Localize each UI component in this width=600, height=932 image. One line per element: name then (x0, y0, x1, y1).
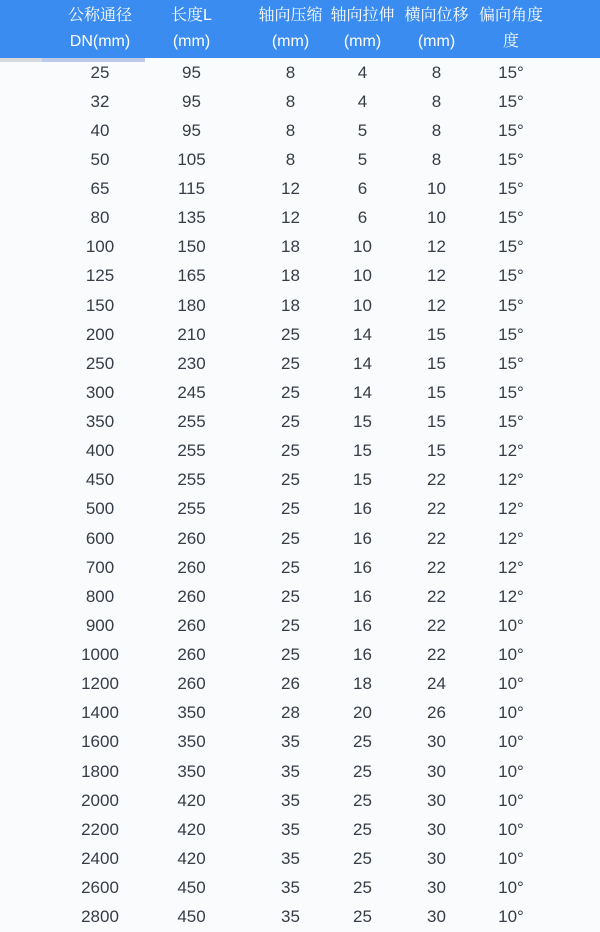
table-cell: 12° (498, 441, 524, 461)
table-cell: 18 (281, 266, 300, 286)
header-line1: 公称通径 (67, 7, 132, 24)
table-cell: 65 (90, 179, 110, 199)
table-cell: 22 (427, 557, 446, 577)
table-cell: 6 (357, 208, 368, 228)
header-cell-axial-compression (239, 0, 326, 58)
table-cell: 15 (427, 412, 446, 432)
table-cell: 255 (177, 499, 206, 519)
table-cell: 10 (353, 295, 372, 315)
table-cell: 14 (353, 353, 372, 373)
table-cell: 35 (281, 732, 300, 752)
table-cell: 30 (427, 819, 446, 839)
table-cell: 12° (498, 586, 524, 606)
table-cell: 8 (431, 91, 442, 111)
table-cell: 8 (431, 149, 442, 169)
table-cell: 350 (177, 703, 206, 723)
table-cell: 16 (353, 557, 372, 577)
table-cell: 10 (353, 266, 372, 286)
table-cell: 180 (177, 295, 206, 315)
table-cell: 25 (281, 645, 300, 665)
table-cell: 25 (353, 761, 372, 781)
table-cell: 2600 (81, 878, 119, 898)
table-cell: 135 (177, 208, 206, 228)
table-cell: 15° (498, 62, 524, 82)
table-cell: 1000 (81, 645, 119, 665)
table-cell: 800 (85, 586, 115, 606)
table-row (0, 262, 600, 291)
table-cell: 8 (431, 120, 442, 140)
table-cell: 210 (177, 324, 206, 344)
table-cell: 35 (281, 848, 300, 868)
table-cell: 105 (177, 149, 206, 169)
header-line1: 横向位移 (404, 7, 469, 24)
table-cell: 350 (85, 412, 115, 432)
table-row (0, 466, 600, 495)
table-cell: 2200 (81, 819, 119, 839)
table-cell: 6 (357, 179, 368, 199)
table-cell: 35 (281, 790, 300, 810)
table-row (0, 874, 600, 903)
table-cell: 420 (177, 819, 206, 839)
table-cell: 15 (427, 441, 446, 461)
table-cell: 10° (498, 645, 524, 665)
table-cell: 35 (281, 761, 300, 781)
table-cell: 25 (353, 907, 372, 927)
table-cell: 15 (427, 324, 446, 344)
table-cell: 32 (90, 91, 110, 111)
table-cell: 14 (353, 382, 372, 402)
table-cell: 25 (281, 353, 300, 373)
table-cell: 30 (427, 732, 446, 752)
table-cell: 1400 (81, 703, 119, 723)
table-cell: 15 (353, 470, 372, 490)
table-cell: 10° (498, 761, 524, 781)
table-cell: 10° (498, 819, 524, 839)
table-cell: 18 (281, 237, 300, 257)
table-cell: 250 (85, 353, 115, 373)
table-cell: 350 (177, 732, 206, 752)
table-cell: 4 (357, 62, 368, 82)
table-cell: 260 (177, 528, 206, 548)
table-cell: 12° (498, 528, 524, 548)
table-cell: 165 (177, 266, 206, 286)
table-row (0, 204, 600, 233)
header-cell-lateral-displacement (399, 0, 474, 58)
table-row (0, 611, 600, 640)
table-row (0, 670, 600, 699)
table-cell: 200 (85, 324, 115, 344)
table-cell: 24 (427, 674, 446, 694)
table-cell: 95 (182, 62, 201, 82)
table-cell: 26 (427, 703, 446, 723)
table-cell: 100 (85, 237, 115, 257)
table-cell: 15 (353, 412, 372, 432)
table-cell: 5 (357, 149, 368, 169)
table-cell: 500 (85, 499, 115, 519)
table-cell: 22 (427, 615, 446, 635)
table-cell: 95 (182, 120, 201, 140)
table-cell: 35 (281, 907, 300, 927)
table-cell: 50 (90, 149, 110, 169)
header-cell-dn (0, 0, 144, 58)
table-cell: 16 (353, 586, 372, 606)
table-cell: 20 (353, 703, 372, 723)
table-row (0, 699, 600, 728)
table-cell: 26 (281, 674, 300, 694)
table-header (0, 0, 600, 58)
table-cell: 12 (281, 208, 300, 228)
header-line1: 轴向压缩 (258, 7, 323, 24)
table-cell: 15° (498, 266, 524, 286)
table-row (0, 408, 600, 437)
horizontal-scrollbar-thumb[interactable] (42, 58, 145, 62)
table-cell: 10° (498, 674, 524, 694)
table-row (0, 58, 600, 87)
table-cell: 25 (90, 62, 110, 82)
table-cell: 16 (353, 499, 372, 519)
table-cell: 15° (498, 149, 524, 169)
table-row (0, 175, 600, 204)
header-line1: 偏向角度 (478, 7, 543, 24)
table-cell: 2400 (81, 848, 119, 868)
table-cell: 10° (498, 703, 524, 723)
table-cell: 230 (177, 353, 206, 373)
table-cell: 700 (85, 557, 115, 577)
header-line2: DN(mm) (69, 33, 131, 50)
table-cell: 1800 (81, 761, 119, 781)
table-row (0, 145, 600, 174)
table-cell: 10° (498, 878, 524, 898)
table-cell: 35 (281, 819, 300, 839)
table-cell: 15° (498, 237, 524, 257)
header-row (0, 0, 600, 58)
table-cell: 255 (177, 412, 206, 432)
table-row (0, 815, 600, 844)
table-cell: 12° (498, 557, 524, 577)
table-cell: 260 (177, 557, 206, 577)
table-cell: 2800 (81, 907, 119, 927)
table-cell: 15° (498, 295, 524, 315)
table-cell: 30 (427, 878, 446, 898)
table-cell: 5 (357, 120, 368, 140)
table-cell: 125 (85, 266, 115, 286)
table-cell: 15° (498, 120, 524, 140)
header-line2: (mm) (271, 33, 310, 50)
table-cell: 25 (353, 848, 372, 868)
table-cell: 350 (177, 761, 206, 781)
table-cell: 15 (427, 382, 446, 402)
table-cell: 15° (498, 324, 524, 344)
table-row (0, 495, 600, 524)
table-cell: 245 (177, 382, 206, 402)
table-cell: 450 (177, 878, 206, 898)
table-cell: 14 (353, 324, 372, 344)
table-cell: 15° (498, 353, 524, 373)
table-cell: 80 (90, 208, 110, 228)
table-cell: 12° (498, 499, 524, 519)
table-cell: 420 (177, 848, 206, 868)
table-cell: 22 (427, 528, 446, 548)
table-cell: 25 (353, 878, 372, 898)
table-cell: 8 (285, 149, 296, 169)
header-line2: (mm) (343, 33, 382, 50)
table-cell: 25 (281, 382, 300, 402)
table-cell: 22 (427, 499, 446, 519)
table-row (0, 378, 600, 407)
table-row (0, 903, 600, 932)
table-cell: 400 (85, 441, 115, 461)
table-cell: 15° (498, 412, 524, 432)
table-cell: 25 (281, 615, 300, 635)
table-cell: 12° (498, 470, 524, 490)
table-row (0, 320, 600, 349)
table-cell: 30 (427, 848, 446, 868)
table-cell: 16 (353, 615, 372, 635)
table-row (0, 437, 600, 466)
table-row (0, 757, 600, 786)
horizontal-scrollbar-track (0, 58, 42, 62)
table-cell: 255 (177, 441, 206, 461)
table-cell: 25 (281, 412, 300, 432)
table-cell: 25 (281, 470, 300, 490)
table-cell: 15 (427, 353, 446, 373)
table-cell: 1200 (81, 674, 119, 694)
table-cell: 10° (498, 790, 524, 810)
table-row (0, 87, 600, 116)
table-cell: 12 (427, 295, 446, 315)
table-cell: 22 (427, 470, 446, 490)
table-row (0, 844, 600, 873)
table-cell: 18 (353, 674, 372, 694)
table-cell: 15 (353, 441, 372, 461)
table-cell: 25 (353, 790, 372, 810)
table-cell: 8 (285, 62, 296, 82)
table-cell: 25 (353, 819, 372, 839)
table-cell: 8 (285, 91, 296, 111)
header-line2: (mm) (417, 33, 456, 50)
table-cell: 900 (85, 615, 115, 635)
table-cell: 260 (177, 645, 206, 665)
table-row (0, 553, 600, 582)
table-row (0, 291, 600, 320)
table-row (0, 349, 600, 378)
table-cell: 15° (498, 91, 524, 111)
table-cell: 1600 (81, 732, 119, 752)
table-cell: 8 (285, 120, 296, 140)
header-line2: (mm) (172, 33, 211, 50)
table-cell: 10° (498, 615, 524, 635)
table-cell: 30 (427, 761, 446, 781)
header-line1: 轴向拉伸 (330, 7, 395, 24)
header-line1: 长度L (171, 7, 212, 24)
table-cell: 30 (427, 790, 446, 810)
table-cell: 12 (281, 179, 300, 199)
table-cell: 16 (353, 645, 372, 665)
table-cell: 25 (281, 324, 300, 344)
table-cell: 10° (498, 848, 524, 868)
table-cell: 10 (427, 179, 446, 199)
table-cell: 10° (498, 732, 524, 752)
table-cell: 15° (498, 382, 524, 402)
header-cell-deflection-angle (474, 0, 600, 58)
table-cell: 25 (281, 557, 300, 577)
table-cell: 40 (90, 120, 110, 140)
table-cell: 12 (427, 266, 446, 286)
header-cell-axial-extension (326, 0, 399, 58)
table-row (0, 786, 600, 815)
table-cell: 260 (177, 586, 206, 606)
table-cell: 8 (431, 62, 442, 82)
table-cell: 260 (177, 674, 206, 694)
table-cell: 18 (281, 295, 300, 315)
table-cell: 600 (85, 528, 115, 548)
table-row (0, 116, 600, 145)
table-row (0, 728, 600, 757)
table-cell: 15° (498, 179, 524, 199)
table-cell: 10 (353, 237, 372, 257)
table-cell: 4 (357, 91, 368, 111)
table-cell: 10 (427, 208, 446, 228)
table-cell: 300 (85, 382, 115, 402)
table-cell: 2000 (81, 790, 119, 810)
table-cell: 35 (281, 878, 300, 898)
table-cell: 16 (353, 528, 372, 548)
table-cell: 12 (427, 237, 446, 257)
table-cell: 25 (281, 441, 300, 461)
table-cell: 28 (281, 703, 300, 723)
table-cell: 150 (177, 237, 206, 257)
table-row (0, 524, 600, 553)
table-cell: 115 (177, 179, 206, 199)
table-cell: 25 (353, 732, 372, 752)
table-cell: 22 (427, 645, 446, 665)
table-row (0, 582, 600, 611)
table-body (0, 58, 600, 932)
table-cell: 22 (427, 586, 446, 606)
table-cell: 420 (177, 790, 206, 810)
table-cell: 260 (177, 615, 206, 635)
table-cell: 25 (281, 499, 300, 519)
table-row (0, 641, 600, 670)
table-cell: 450 (177, 907, 206, 927)
table-cell: 25 (281, 528, 300, 548)
table-cell: 150 (85, 295, 115, 315)
table-cell: 255 (177, 470, 206, 490)
table-cell: 15° (498, 208, 524, 228)
table-cell: 95 (182, 91, 201, 111)
table-cell: 10° (498, 907, 524, 927)
header-line2: 度 (502, 33, 519, 50)
table-cell: 25 (281, 586, 300, 606)
header-cell-length (144, 0, 239, 58)
table-cell: 450 (85, 470, 115, 490)
table-cell: 30 (427, 907, 446, 927)
table-row (0, 233, 600, 262)
